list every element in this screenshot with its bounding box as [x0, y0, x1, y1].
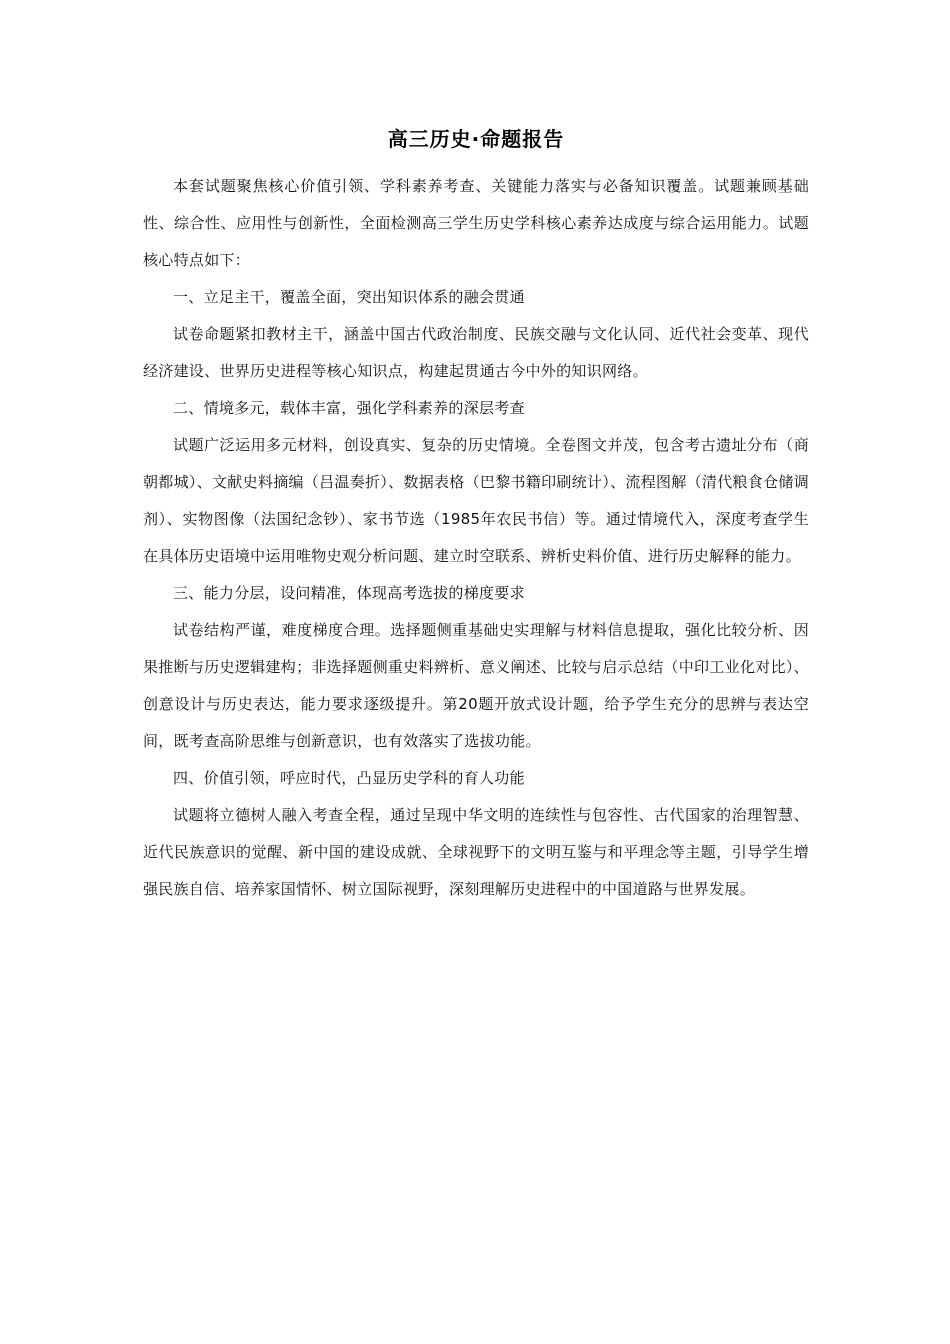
section-body-1: 试卷命题紧扣教材主干，涵盖中国古代政治制度、民族交融与文化认同、近代社会变革、现代经济建设、世界历史进程等核心知识点，构建起贯通古今中外的知识网络。: [143, 325, 809, 380]
section-body-3: 试卷结构严谨，难度梯度合理。选择题侧重基础史实理解与材料信息提取，强化比较分析、因果推断与历史逻辑建构；非选择题侧重史料辨析、意义阐述、比较与启示总结（中印工业化对比）、创意设计与历史表达，能力要求逐级提升。第20题开放式设计题，给予学生充分的思辨与表达空间，既考查高阶思维与创新意识，也有效落实了选拔功能。: [143, 621, 809, 750]
section-body-4: 试题将立德树人融入考查全程，通过呈现中华文明的连续性与包容性、古代国家的治理智慧、近代民族意识的觉醒、新中国的建设成就、全球视野下的文明互鉴与和平理念等主题，引导学生增强民族自信、培养家国情怀、树立国际视野，深刻理解历史进程中的中国道路与世界发展。: [143, 806, 809, 898]
page-title: 高三历史·命题报告: [387, 127, 565, 151]
document-body: [143, 122, 809, 908]
intro-paragraph: 本套试题聚焦核心价值引领、学科素养考查、关键能力落实与必备知识覆盖。试题兼顾基础性、综合性、应用性与创新性，全面检测高三学生历史学科核心素养达成度与综合运用能力。试题核心特点如下：: [143, 177, 809, 269]
section-heading-4: 四、价值引领，呼应时代，凸显历史学科的育人功能: [173, 769, 525, 787]
section-heading-3: 三、能力分层，设问精准，体现高考选拔的梯度要求: [173, 584, 525, 602]
section-body-2: 试题广泛运用多元材料，创设真实、复杂的历史情境。全卷图文并茂，包含考古遗址分布（商朝都城）、文献史料摘编（吕温奏折）、数据表格（巴黎书籍印刷统计）、流程图解（清代粮食仓储调剂）、实物图像（法国纪念钞）、家书节选（1985年农民书信）等。通过情境代入，深度考查学生在具体历史语境中运用唯物史观分析问题、建立时空联系、辨析史料价值、进行历史解释的能力。: [143, 436, 810, 565]
section-heading-2: 二、情境多元，载体丰富，强化学科素养的深层考查: [173, 399, 525, 417]
section-heading-1: 一、立足主干，覆盖全面，突出知识体系的融会贯通: [173, 288, 525, 306]
